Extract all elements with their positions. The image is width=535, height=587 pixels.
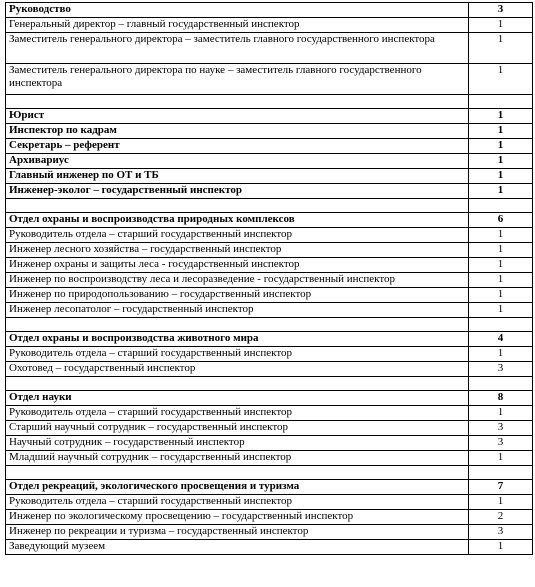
position-name-cell: Руководитель отдела – старший государственный инспектор [6, 347, 469, 362]
position-name-cell: Отдел рекреаций, экологического просвещения и туризма [6, 480, 469, 495]
position-name-cell [6, 377, 469, 391]
staff-count-cell: 1 [469, 33, 533, 64]
section-row [6, 169, 533, 184]
staff-count-cell: 1 [469, 273, 533, 288]
staff-count-cell: 1 [469, 258, 533, 273]
section-row [6, 109, 533, 124]
staff-count-cell: 3 [469, 362, 533, 377]
position-row [6, 436, 533, 451]
staff-count-cell [469, 318, 533, 332]
staff-count-cell: 1 [469, 154, 533, 169]
position-name-cell: Заместитель генерального директора – заместитель главного государственного инспектора [6, 33, 469, 64]
staff-count-cell: 1 [469, 243, 533, 258]
spacer-row [6, 199, 533, 213]
section-row [6, 139, 533, 154]
position-name-cell: Инженер охраны и защиты леса - государственный инспектор [6, 258, 469, 273]
position-name-cell: Заместитель генерального директора по науке – заместитель главного государственного инспектора [6, 64, 469, 95]
position-row [6, 18, 533, 33]
staff-count-cell: 1 [469, 451, 533, 466]
position-name-cell: Отдел охраны и воспроизводства животного мира [6, 332, 469, 347]
spacer-row [6, 95, 533, 109]
position-name-cell: Инженер-эколог – государственный инспектор [6, 184, 469, 199]
position-row [6, 228, 533, 243]
staff-count-cell: 1 [469, 406, 533, 421]
position-name-cell: Руководство [6, 3, 469, 18]
staff-count-cell: 1 [469, 64, 533, 95]
position-name-cell: Руководитель отдела – старший государственный инспектор [6, 495, 469, 510]
staff-count-cell: 3 [469, 525, 533, 540]
spacer-row [6, 377, 533, 391]
position-row [6, 288, 533, 303]
position-name-cell [6, 199, 469, 213]
spacer-row [6, 466, 533, 480]
position-row [6, 303, 533, 318]
staff-count-cell: 4 [469, 332, 533, 347]
position-name-cell: Младший научный сотрудник – государственный инспектор [6, 451, 469, 466]
staff-table-body [6, 3, 533, 555]
staff-count-cell: 1 [469, 18, 533, 33]
position-name-cell: Старший научный сотрудник – государственный инспектор [6, 421, 469, 436]
section-row [6, 124, 533, 139]
staff-count-cell: 6 [469, 213, 533, 228]
staff-count-cell: 1 [469, 495, 533, 510]
staff-count-cell [469, 199, 533, 213]
position-name-cell: Инженер по природопользованию – государственный инспектор [6, 288, 469, 303]
section-row [6, 154, 533, 169]
position-name-cell: Главный инженер по ОТ и ТБ [6, 169, 469, 184]
staff-count-cell [469, 377, 533, 391]
position-name-cell: Генеральный директор – главный государственный инспектор [6, 18, 469, 33]
position-name-cell: Инженер по воспроизводству леса и лесоразведение - государственный инспектор [6, 273, 469, 288]
section-row [6, 3, 533, 18]
position-name-cell [6, 466, 469, 480]
section-row [6, 391, 533, 406]
section-row [6, 213, 533, 228]
position-row [6, 258, 533, 273]
position-row [6, 525, 533, 540]
staff-count-cell [469, 466, 533, 480]
staff-count-cell: 1 [469, 347, 533, 362]
position-name-cell: Руководитель отдела – старший государственный инспектор [6, 406, 469, 421]
position-name-cell: Инженер по рекреации и туризма – государственный инспектор [6, 525, 469, 540]
position-name-cell: Инженер лесного хозяйства – государственный инспектор [6, 243, 469, 258]
position-name-cell: Инспектор по кадрам [6, 124, 469, 139]
staff-count-cell: 1 [469, 124, 533, 139]
position-row [6, 510, 533, 525]
staff-count-cell: 1 [469, 288, 533, 303]
position-name-cell: Секретарь – референт [6, 139, 469, 154]
position-name-cell: Отдел охраны и воспроизводства природных комплексов [6, 213, 469, 228]
position-name-cell [6, 318, 469, 332]
staff-count-cell [469, 95, 533, 109]
staff-count-cell: 3 [469, 421, 533, 436]
position-row [6, 406, 533, 421]
position-name-cell: Руководитель отдела – старший государственный инспектор [6, 228, 469, 243]
section-row [6, 184, 533, 199]
staff-count-cell: 1 [469, 303, 533, 318]
position-name-cell: Инженер лесопатолог – государственный инспектор [6, 303, 469, 318]
staff-count-cell: 8 [469, 391, 533, 406]
staff-count-cell: 1 [469, 139, 533, 154]
position-row [6, 273, 533, 288]
spacer-row [6, 318, 533, 332]
position-row [6, 33, 533, 64]
staff-count-cell: 3 [469, 436, 533, 451]
staff-count-cell: 1 [469, 109, 533, 124]
position-name-cell: Юрист [6, 109, 469, 124]
position-row [6, 243, 533, 258]
position-row [6, 64, 533, 95]
position-row [6, 495, 533, 510]
staff-count-cell: 2 [469, 510, 533, 525]
position-name-cell [6, 95, 469, 109]
position-name-cell: Заведующий музеем [6, 540, 469, 555]
staff-count-cell: 1 [469, 184, 533, 199]
position-name-cell: Отдел науки [6, 391, 469, 406]
position-row [6, 362, 533, 377]
section-row [6, 480, 533, 495]
position-row [6, 421, 533, 436]
section-row [6, 332, 533, 347]
position-name-cell: Архивариус [6, 154, 469, 169]
position-name-cell: Охотовед – государственный инспектор [6, 362, 469, 377]
position-row [6, 540, 533, 555]
staff-count-cell: 1 [469, 169, 533, 184]
staff-count-cell: 1 [469, 540, 533, 555]
position-name-cell: Инженер по экологическому просвещению – государственный инспектор [6, 510, 469, 525]
position-row [6, 451, 533, 466]
staff-count-cell: 1 [469, 228, 533, 243]
position-row [6, 347, 533, 362]
staff-count-cell: 3 [469, 3, 533, 18]
staff-table [5, 2, 533, 555]
position-name-cell: Научный сотрудник – государственный инспектор [6, 436, 469, 451]
staff-count-cell: 7 [469, 480, 533, 495]
